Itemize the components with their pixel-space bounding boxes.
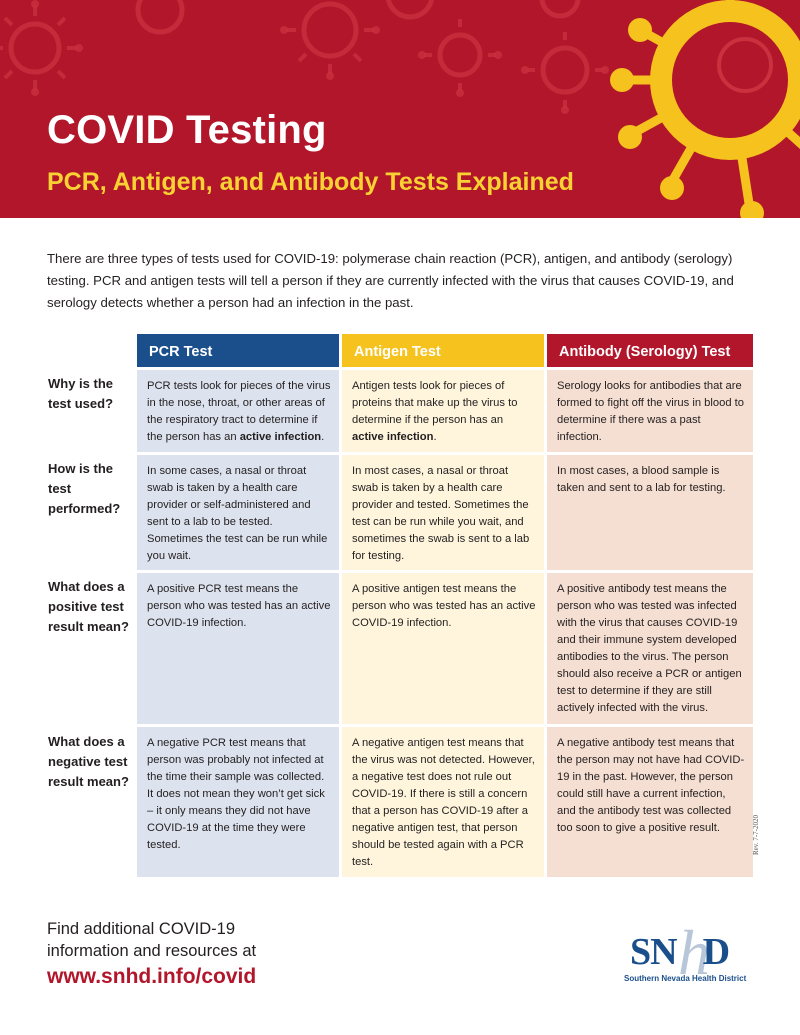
- snhd-logo: [620, 918, 760, 990]
- logo-tagline: Southern Nevada Health District: [624, 974, 747, 983]
- cell-text: .: [433, 431, 437, 443]
- page-title: COVID Testing: [47, 108, 327, 152]
- cell-negative-antigen: A negative antigen test means that the virus was not detected. However, a negative test does not rule out COVID-19. If there is still a concern that a person has COVID-19 after a negative antigen test, that person should be tested again with a PCR test.: [342, 727, 544, 877]
- header-banner: [0, 0, 800, 218]
- cell-why-pcr: [137, 370, 339, 452]
- cell-text: .: [321, 431, 325, 443]
- revision-date: Rev. 7-7-2020: [752, 815, 760, 855]
- footer-line-1: Find additional COVID-19: [47, 920, 236, 938]
- row-label-negative: What does a negative test result mean?: [48, 734, 129, 789]
- cell-bold-text: active infection: [239, 431, 322, 443]
- logo-letters: [630, 930, 729, 974]
- cell-positive-antibody: A positive antibody test means the person who was tested was infected with the virus that causes COVID-19 and their immune system developed antibodies to the virus. The person should also receive a PCR or antigen test to determine if they are still actively infected with the virus.: [547, 573, 753, 724]
- logo-h-glyph: h: [678, 917, 710, 988]
- row-label-positive: What does a positive test result mean?: [48, 579, 129, 634]
- column-header-antigen: Antigen Test: [342, 334, 544, 367]
- row-label-why: Why is the test used?: [48, 376, 114, 411]
- cell-negative-antibody: A negative antibody test means that the person may not have had COVID-19 in the past. However, the person could still have a current infection, and the antibody test was collected too soon to give a positive result.: [547, 727, 753, 877]
- cell-positive-antigen: A positive antigen test means the person who was tested has an active COVID-19 infection.: [342, 573, 544, 724]
- virus-icon: [600, 0, 800, 218]
- logo-letters-left: SN: [630, 931, 677, 973]
- column-header-antibody: Antibody (Serology) Test: [547, 334, 753, 367]
- cell-text: PCR tests look for pieces of the virus in the nose, throat, or other areas of the respiratory tract to determine if the person has an: [147, 380, 331, 443]
- logo-letters-right: D: [702, 931, 730, 973]
- footer-line-2: information and resources at: [47, 942, 257, 960]
- cell-how-antigen: In most cases, a nasal or throat swab is taken by a health care provider and tested. Sometimes the test can be run while you wait, and sometimes the swab is sent to a lab for testing.: [342, 455, 544, 570]
- footer-text: [47, 918, 256, 962]
- cell-how-antibody: In most cases, a blood sample is taken and sent to a lab for testing.: [547, 455, 753, 570]
- cell-how-pcr: In some cases, a nasal or throat swab is taken by a health care provider or self-administered and sent to a lab to be tested. Sometimes the test can be run while you wait.: [137, 455, 339, 570]
- cell-negative-pcr: A negative PCR test means that person was probably not infected at the time their sample was collected. It does not mean they won’t get sick – it only means they did not have COVID-19 at the time they were tested.: [137, 727, 339, 877]
- cell-text: Antigen tests look for pieces of proteins that make up the virus to determine if the person has an: [352, 380, 518, 426]
- column-header-pcr: PCR Test: [137, 334, 339, 367]
- intro-paragraph: There are three types of tests used for COVID-19: polymerase chain reaction (PCR), antigen, and antibody (serology) testing. PCR and antigen tests will tell a person if they are currently infected with the virus that causes COVID-19, and serology detects whether a person had an infection in the past.: [47, 251, 734, 310]
- cell-why-antigen: [342, 370, 544, 452]
- resource-link[interactable]: www.snhd.info/covid: [47, 965, 257, 988]
- cell-positive-pcr: A positive PCR test means the person who was tested has an active COVID-19 infection.: [137, 573, 339, 724]
- page-subtitle: PCR, Antigen, and Antibody Tests Explained: [47, 168, 574, 196]
- cell-bold-text: active infection: [352, 431, 434, 443]
- cell-why-antibody: Serology looks for antibodies that are formed to fight off the virus in blood to determine if there was a past infection.: [547, 370, 753, 452]
- row-label-how: How is the test performed?: [48, 461, 121, 516]
